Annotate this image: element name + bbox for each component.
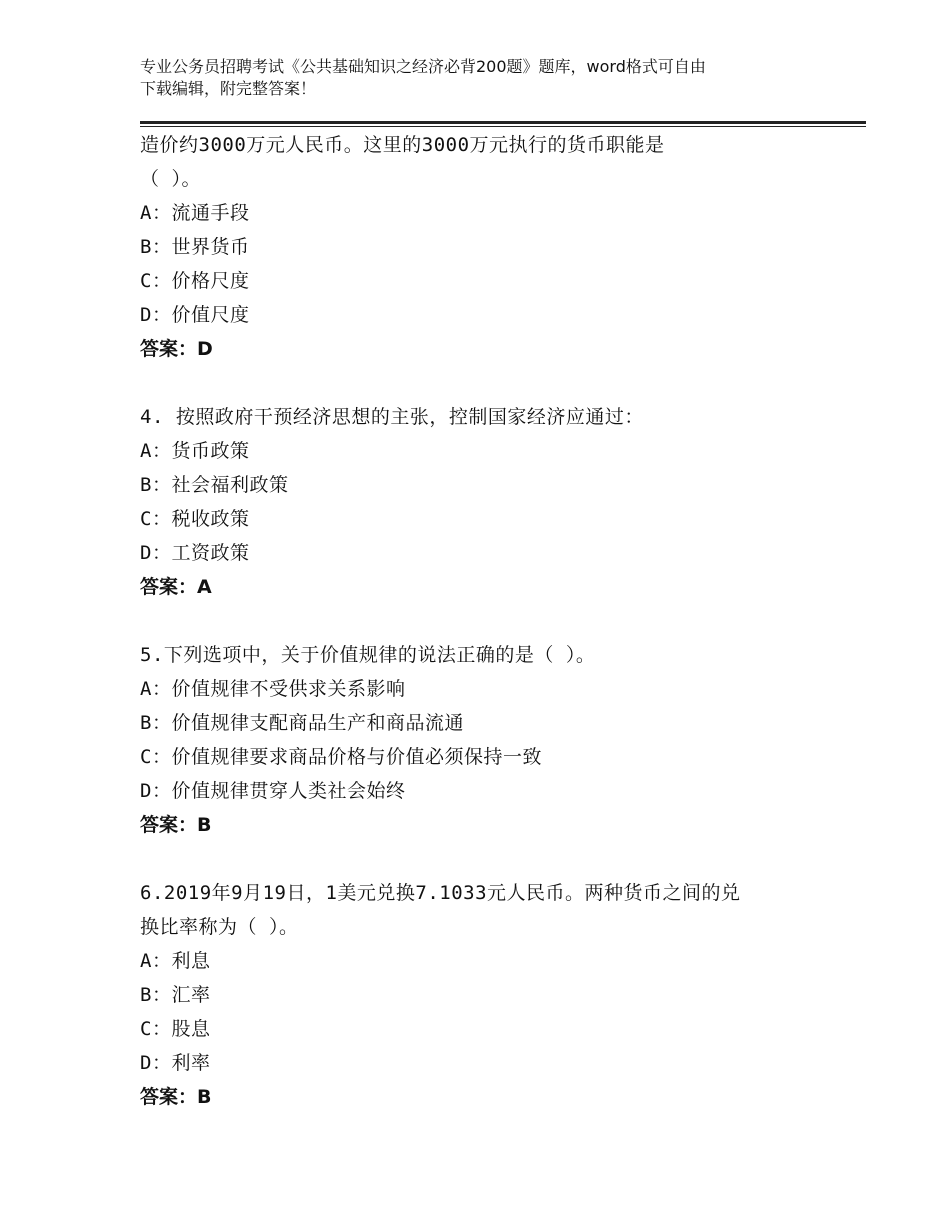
spacer (140, 604, 840, 638)
answer-label: 答案：B (140, 814, 212, 836)
option-c: C：价值规律要求商品价格与价值必须保持一致 (140, 746, 542, 768)
option-d: D：工资政策 (140, 542, 250, 564)
question-stem-continued: 换比率称为（ ）。 (140, 916, 299, 938)
answer-label: 答案：B (140, 1086, 212, 1108)
option-c: C：税收政策 (140, 508, 250, 530)
question-stem: 4. 按照政府干预经济思想的主张，控制国家经济应通过： (140, 406, 644, 428)
spacer (140, 842, 840, 876)
header-rule-thin (140, 126, 866, 127)
option-b: B：价值规律支配商品生产和商品流通 (140, 712, 464, 734)
option-d: D：价值尺度 (140, 304, 250, 326)
question-6 (140, 876, 840, 1114)
option-a: A：价值规律不受供求关系影响 (140, 678, 406, 700)
option-a: A：流通手段 (140, 202, 250, 224)
header-rule-thick (140, 121, 866, 124)
question-4 (140, 400, 840, 604)
header-line-1: 专业公务员招聘考试《公共基础知识之经济必背200题》题库，word格式可自由 (140, 57, 706, 76)
option-b: B：社会福利政策 (140, 474, 289, 496)
option-c: C：股息 (140, 1018, 211, 1040)
question-stem: 6.2019年9月19日，1美元兑换7.1033元人民币。两种货币之间的兑 (140, 882, 741, 904)
option-c: C：价格尺度 (140, 270, 250, 292)
question-stem: 造价约3000万元人民币。这里的3000万元执行的货币职能是 (140, 134, 665, 156)
option-a: A：利息 (140, 950, 211, 972)
answer-label: 答案：D (140, 338, 213, 360)
question-5 (140, 638, 840, 842)
option-b: B：世界货币 (140, 236, 250, 258)
option-d: D：价值规律贯穿人类社会始终 (140, 780, 406, 802)
question-stem-continued: （ ）。 (140, 168, 201, 190)
header-line-2: 下载编辑，附完整答案！ (140, 79, 317, 98)
question-stem: 5.下列选项中，关于价值规律的说法正确的是（ ）。 (140, 644, 596, 666)
question-3 (140, 128, 840, 366)
document-header (140, 56, 820, 100)
spacer (140, 366, 840, 400)
option-a: A：货币政策 (140, 440, 250, 462)
question-list (140, 128, 840, 1114)
option-d: D：利率 (140, 1052, 211, 1074)
option-b: B：汇率 (140, 984, 211, 1006)
answer-label: 答案：A (140, 576, 212, 598)
